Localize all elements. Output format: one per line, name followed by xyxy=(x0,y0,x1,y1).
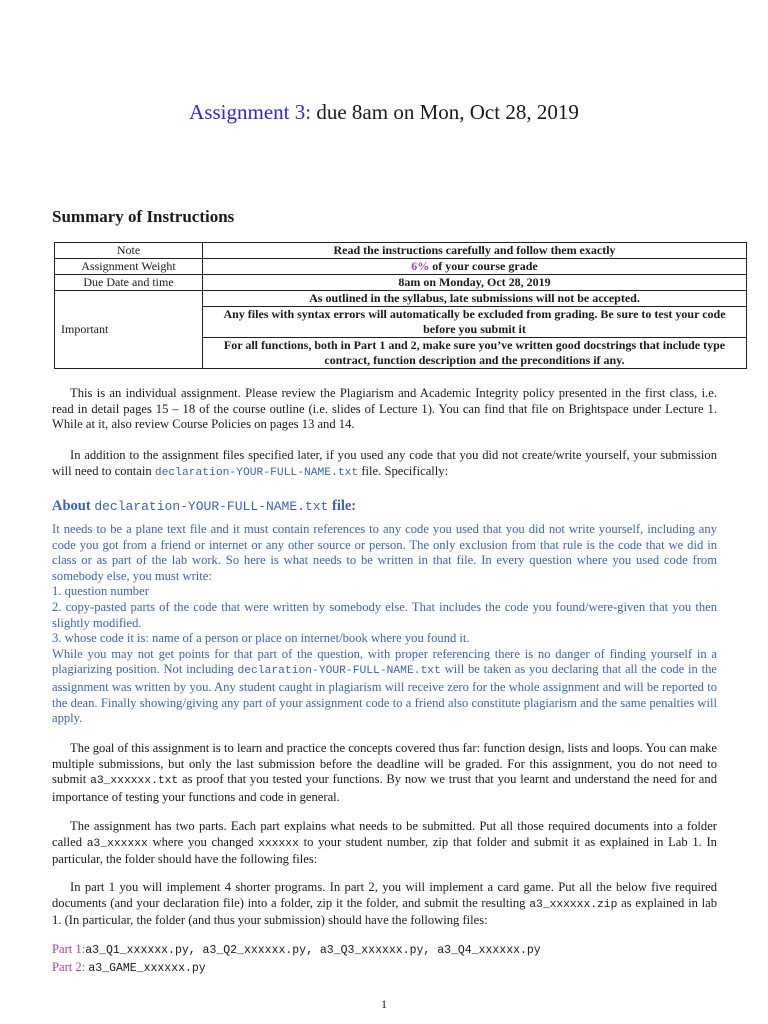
due-label: Due Date and time xyxy=(55,275,203,291)
about-heading-suffix: file: xyxy=(331,498,357,514)
about-paragraph-2 xyxy=(52,647,717,727)
weight-label: Assignment Weight xyxy=(55,259,203,275)
summary-heading: Summary of Instructions xyxy=(52,207,235,226)
parts-number: xxxxxx xyxy=(258,837,299,850)
important-item-3: For all functions, both in Part 1 and 2, make sure you’ve written good docstrings that include type contract, function description and the preconditions if any. xyxy=(203,338,747,369)
parts-paragraph xyxy=(52,819,717,868)
important-item-1: As outlined in the syllabus, late submissions will not be accepted. xyxy=(203,291,747,307)
weight-value xyxy=(203,259,747,275)
part1-files xyxy=(52,941,541,959)
about-p2-end: will be taken as you declaring that all the code in the assignment was written by you. Any student caught in plagiarism will receive zero for the whole assignment and will be reported to the dean. Finally showing/giving any part of your assignment code to a friend also constitute plagiarism and the same penalties will apply. xyxy=(52,662,718,726)
goal-text-b: as proof that you tested your functions. By now we trust that you learnt and understand the need for and importance of testing your functions and code in general. xyxy=(52,772,717,804)
parts-folder: a3_xxxxxx xyxy=(86,837,148,850)
table-row-note xyxy=(55,243,747,259)
part2-files xyxy=(52,959,541,977)
table-row-weight xyxy=(55,259,747,275)
about-heading xyxy=(52,498,356,515)
about-item-3: 3. whose code it is: name of a person or place on internet/book where you found it. xyxy=(52,631,470,646)
important-label: Important xyxy=(55,291,203,369)
about-heading-file: declaration-YOUR-FULL-NAME.txt xyxy=(94,499,329,514)
files-list xyxy=(52,941,541,977)
title-due: due 8am on Mon, Oct 28, 2019 xyxy=(316,100,579,124)
table-row-due xyxy=(55,275,747,291)
goal-file: a3_xxxxxx.txt xyxy=(90,775,179,788)
about-p2-start: While you may not get points for that part of the question, with proper referencing there is no danger of finding yourself in a plagiarizing position. Not including xyxy=(52,646,717,677)
table-row-important-1 xyxy=(55,291,747,307)
part1-filenames: a3_Q1_xxxxxx.py, a3_Q2_xxxxxx.py, a3_Q3_xxxxxx.py, a3_Q4_xxxxxx.py xyxy=(85,944,541,957)
assignment-title xyxy=(0,100,768,125)
declaration-paragraph xyxy=(52,448,717,481)
decl-filename: declaration-YOUR-FULL-NAME.txt xyxy=(154,466,359,479)
part2-label: Part 2: xyxy=(52,960,86,974)
page-number: 1 xyxy=(381,997,387,1011)
intro-paragraph: This is an individual assignment. Please review the Plagiarism and Academic Integrity policy presented in the first class, i.e. read in detail pages 15 – 18 of the course outline (i.e. slides of Lecture 1). You can find that file on Brightspace under Lecture 1. While at it, also review Course Policies on pages 13 and 14. xyxy=(52,386,717,432)
due-value: 8am on Monday, Oct 28, 2019 xyxy=(203,275,747,291)
goal-paragraph xyxy=(52,741,717,805)
part2-filenames: a3_GAME_xxxxxx.py xyxy=(88,962,206,975)
weight-rest: of your course grade xyxy=(432,259,538,273)
decl-text-after: file. Specifically: xyxy=(358,463,449,478)
summary-table xyxy=(54,242,747,369)
note-value: Read the instructions carefully and follow them exactly xyxy=(203,243,747,259)
goal-text-a: The goal of this assignment is to learn and practice the concepts covered thus far: function design, lists and loops. You can make multiple submissions, but only the last submission before the deadline will be graded. For this assignment, you do not need to submit xyxy=(52,741,717,787)
about-body xyxy=(52,522,717,727)
about-item-1: 1. question number xyxy=(52,584,149,599)
about-heading-prefix: About xyxy=(52,498,91,514)
partdesc-zip: a3_xxxxxx.zip xyxy=(529,898,618,911)
about-item-2: 2. copy-pasted parts of the code that were written by somebody else. That includes the code you found/were-given that you then slightly modified. xyxy=(52,599,717,630)
parts-text-b: where you changed xyxy=(147,834,259,849)
part1-label: Part 1: xyxy=(52,942,86,956)
about-p2-filename: declaration-YOUR-FULL-NAME.txt xyxy=(237,665,441,678)
about-paragraph-1: It needs to be a plane text file and it must contain references to any code you used that you did not write yourself, including any code you got from a friend or internet or any other source or person. The only exclusion from that rule is the code that we did in class or as part of the lab work. So here is what needs to be written in that file. In every question where you used code from somebody else, you must write: xyxy=(52,522,717,583)
weight-percent: 6% xyxy=(411,259,430,273)
decl-text-before: In addition to the assignment files specified later, if you used any code that you did not create/write yourself, your submission will need to contain xyxy=(52,448,717,478)
note-label: Note xyxy=(55,243,203,259)
important-item-2: Any files with syntax errors will automatically be excluded from grading. Be sure to test your code before you submit it xyxy=(203,307,747,338)
parts-text-c: to your student number, zip that folder and submit it as explained in Lab 1. In particular, the folder should have the following files: xyxy=(52,834,717,867)
title-lead: Assignment 3: xyxy=(189,100,312,124)
parts-text-a: The assignment has two parts. Each part explains what needs to be submitted. Put all those required documents into a folder called xyxy=(52,819,717,849)
partdesc-text-b: as explained in lab 1. (In particular, the folder (and thus your submission) should have the following files: xyxy=(52,895,717,928)
partdesc-text-a: In part 1 you will implement 4 shorter programs. In part 2, you will implement a card game. Put all the below five required documents (and your declaration file) into a folder, zip it the folder, and submit the resulting xyxy=(52,880,717,910)
part-description-paragraph xyxy=(52,880,717,929)
